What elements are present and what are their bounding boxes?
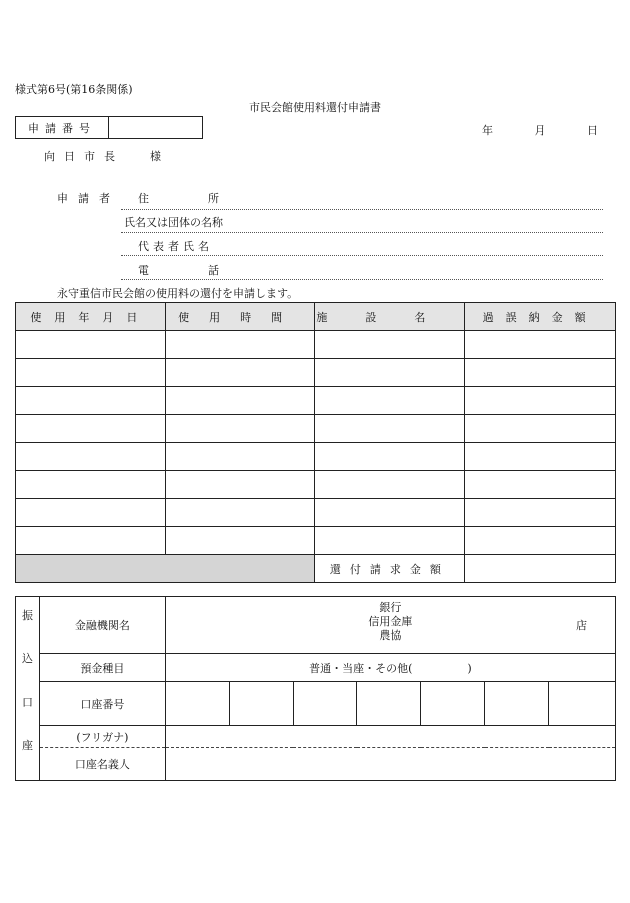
institution-type-agri-coop: 農協: [379, 629, 402, 642]
recipient-name: 向日市長: [44, 150, 124, 163]
refund-total-label: 還付請求金額: [315, 555, 465, 583]
usage-table: [15, 302, 616, 583]
facility-name-cell[interactable]: [315, 359, 465, 387]
address-field[interactable]: [121, 209, 603, 210]
institution-type-credit-union: 信用金庫: [368, 615, 413, 628]
usage-date-cell[interactable]: [16, 331, 166, 359]
name-label: 氏名又は団体の名称: [124, 216, 223, 229]
overpayment-amount-cell[interactable]: [465, 443, 616, 471]
bank-transfer-table: [15, 596, 616, 781]
institution-type-bank: 銀行: [379, 601, 402, 614]
account-number-label: 口座番号: [39, 682, 165, 726]
furigana-row: [16, 726, 616, 748]
usage-table-row: [16, 387, 616, 415]
account-holder-label: 口座名義人: [39, 748, 165, 781]
branch-suffix: 店: [576, 619, 587, 632]
usage-date-cell[interactable]: [16, 527, 166, 555]
usage-date-cell[interactable]: [16, 415, 166, 443]
date-line: [444, 122, 598, 138]
phone-label-first: 電: [138, 264, 149, 277]
request-statement: 永守重信市民会館の使用料の還付を申請します。: [57, 287, 299, 300]
usage-table-row: [16, 359, 616, 387]
address-label-second: 所: [208, 192, 219, 205]
usage-total-row: [16, 555, 616, 583]
transfer-account-side-label: [16, 597, 40, 781]
overpayment-amount-cell[interactable]: [465, 331, 616, 359]
facility-name-cell[interactable]: [315, 471, 465, 499]
document-title: 市民会館使用料還付申請書: [249, 101, 381, 114]
usage-time-cell[interactable]: [165, 359, 315, 387]
header-facility-name: 施設名: [315, 303, 465, 331]
representative-label: 代表者氏名: [138, 240, 213, 253]
account-holder-row: [16, 748, 616, 781]
header-overpayment-amount: 過誤納金額: [465, 303, 616, 331]
recipient-honorific: 様: [150, 150, 161, 163]
representative-field[interactable]: [121, 255, 603, 256]
overpayment-amount-cell[interactable]: [465, 387, 616, 415]
facility-name-cell[interactable]: [315, 415, 465, 443]
account-holder-field[interactable]: [165, 748, 615, 781]
form-number: 様式第6号(第16条関係): [15, 83, 133, 96]
account-digit-1[interactable]: [165, 682, 229, 726]
furigana-field[interactable]: [165, 726, 615, 748]
facility-name-cell[interactable]: [315, 499, 465, 527]
overpayment-amount-cell[interactable]: [465, 415, 616, 443]
usage-table-row: [16, 471, 616, 499]
application-number-field[interactable]: [109, 117, 203, 139]
refund-total-value[interactable]: [465, 555, 616, 583]
account-digit-4[interactable]: [357, 682, 421, 726]
facility-name-cell[interactable]: [315, 387, 465, 415]
account-digit-3[interactable]: [293, 682, 357, 726]
side-char-4: 座: [21, 738, 33, 752]
phone-label-second: 話: [208, 264, 219, 277]
header-usage-date: 使用年月日: [16, 303, 166, 331]
account-number-row: [16, 682, 616, 726]
usage-date-cell[interactable]: [16, 471, 166, 499]
phone-field[interactable]: [121, 279, 603, 280]
total-row-shaded: [16, 555, 315, 583]
side-char-1: 振: [21, 609, 33, 622]
usage-table-row: [16, 527, 616, 555]
facility-name-cell[interactable]: [315, 331, 465, 359]
application-number-table: [15, 116, 203, 139]
usage-time-cell[interactable]: [165, 499, 315, 527]
usage-time-cell[interactable]: [165, 387, 315, 415]
institution-field[interactable]: [165, 597, 615, 654]
institution-label: 金融機関名: [39, 597, 165, 654]
usage-date-cell[interactable]: [16, 443, 166, 471]
side-char-3: 口: [21, 695, 33, 709]
facility-name-cell[interactable]: [315, 527, 465, 555]
usage-time-cell[interactable]: [165, 527, 315, 555]
overpayment-amount-cell[interactable]: [465, 527, 616, 555]
usage-date-cell[interactable]: [16, 499, 166, 527]
applicant-label: 申請者: [57, 192, 120, 205]
date-day: 日: [587, 124, 598, 137]
address-label-first: 住: [138, 192, 149, 205]
deposit-type-options[interactable]: 普通・当座・その他( ): [165, 654, 615, 682]
account-digit-2[interactable]: [229, 682, 293, 726]
header-usage-time: 使用時間: [165, 303, 315, 331]
overpayment-amount-cell[interactable]: [465, 471, 616, 499]
usage-table-row: [16, 331, 616, 359]
usage-date-cell[interactable]: [16, 387, 166, 415]
deposit-type-label: 預金種目: [39, 654, 165, 682]
usage-time-cell[interactable]: [165, 331, 315, 359]
usage-time-cell[interactable]: [165, 415, 315, 443]
usage-table-row: [16, 443, 616, 471]
usage-time-cell[interactable]: [165, 443, 315, 471]
overpayment-amount-cell[interactable]: [465, 499, 616, 527]
date-year: 年: [482, 124, 493, 137]
name-field[interactable]: [121, 232, 603, 233]
deposit-type-row: [16, 654, 616, 682]
account-digit-7[interactable]: [549, 682, 616, 726]
usage-table-row: [16, 415, 616, 443]
usage-date-cell[interactable]: [16, 359, 166, 387]
furigana-label: (フリガナ): [39, 726, 165, 748]
usage-table-header: [16, 303, 616, 331]
facility-name-cell[interactable]: [315, 443, 465, 471]
application-number-label: 申請番号: [16, 117, 109, 139]
overpayment-amount-cell[interactable]: [465, 359, 616, 387]
account-digit-6[interactable]: [485, 682, 549, 726]
account-digit-5[interactable]: [421, 682, 485, 726]
date-month: 月: [534, 124, 546, 137]
side-char-2: 込: [21, 652, 33, 666]
institution-row: [16, 597, 616, 654]
usage-time-cell[interactable]: [165, 471, 315, 499]
usage-table-row: [16, 499, 616, 527]
